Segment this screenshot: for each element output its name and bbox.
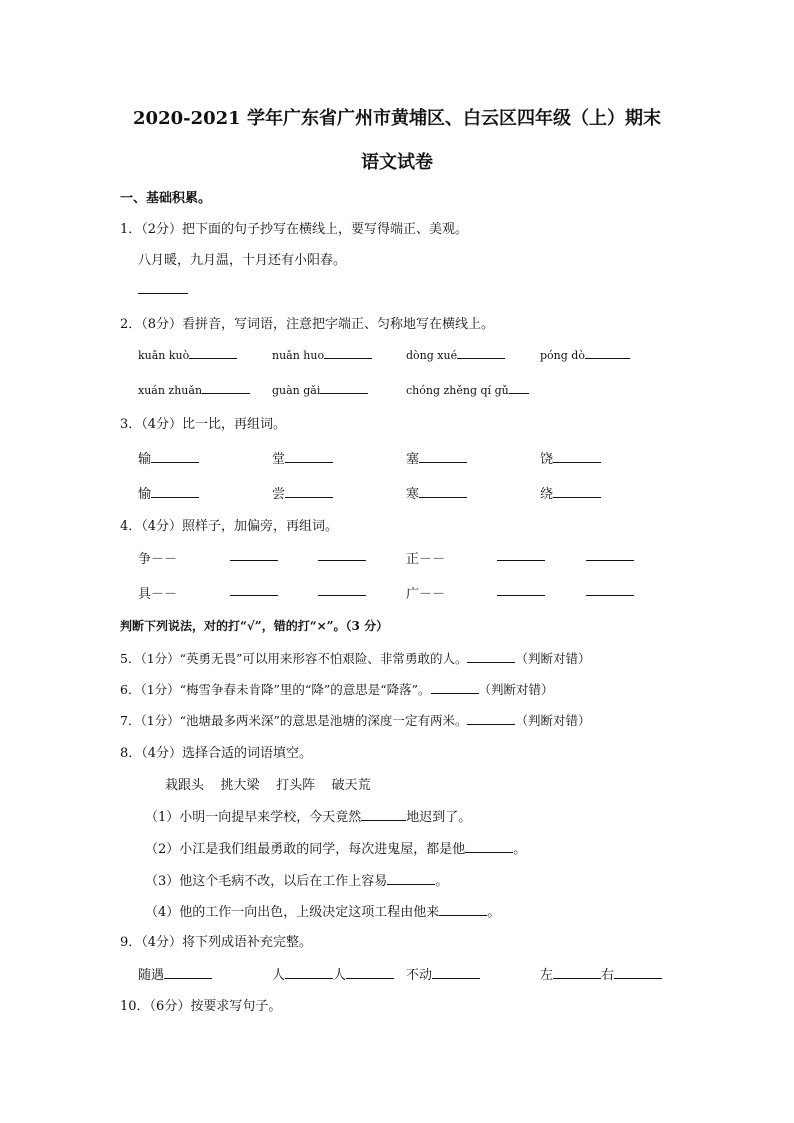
option: 挑大梁 [220,778,260,793]
answer-blank[interactable] [439,903,487,916]
q3-item: 寒 [406,483,467,502]
page-subtitle: 语文试卷 [361,152,433,173]
q2-stem: 2．（8分）看拼音，写词语，注意把字端正、匀称地写在横线上。 [120,317,495,332]
answer-blank[interactable] [320,381,368,394]
answer-blank[interactable] [324,346,372,359]
q9-item: 不动 [406,964,480,983]
answer-blank[interactable] [431,681,479,694]
answer-blank[interactable] [614,966,662,979]
answer-blank[interactable] [585,346,630,359]
answer-blank[interactable] [318,548,366,565]
answer-blank[interactable] [586,548,634,565]
q9-stem: 9．（4分）将下列成语补充完整。 [120,935,313,950]
q5: 5．（1分）“英勇无畏”可以用来形容不怕艰险、非常勇敢的人。 （判断对错） [120,651,591,666]
q2-item: xuán zhuǎn [138,381,250,397]
answer-blank[interactable] [465,840,513,853]
q8-options [165,774,371,793]
answer-blank[interactable] [318,583,366,600]
answer-blank[interactable] [553,485,601,498]
q8-sentence-3: （3）他这个毛病不改，以后在工作上容易 。 [145,874,449,889]
q3-item: 饶 [540,448,601,467]
option: 栽跟头 [165,778,205,793]
answer-blank[interactable] [497,548,545,565]
q4-prefix: 争－－ [138,552,178,567]
q8-sentence-4: （4）他的工作一向出色，上级决定这项工程由他来 。 [145,905,501,920]
answer-blank[interactable] [457,346,505,359]
q2-item: guàn gǎi [272,381,368,397]
q2-item: póng dò [540,346,630,362]
q6: 6．（1分）“梅雪争春未肯降”里的“降”的意思是“降落”。 （判断对错） [120,682,554,697]
q3-item: 塞 [406,448,467,467]
q1-answer-line[interactable] [138,281,188,298]
page-title: 2020-2021 学年广东省广州市黄埔区、白云区四年级（上）期末 [133,108,661,129]
q8-stem: 8．（4分）选择合适的词语填空。 [120,746,313,761]
answer-blank[interactable] [467,650,515,663]
answer-blank[interactable] [467,712,515,725]
q8-sentence-1: （1）小明一向提早来学校，今天竟然 地迟到了。 [145,810,472,825]
q4-prefix: 广－－ [406,587,446,602]
q3-item: 堂 [272,448,333,467]
answer-blank[interactable] [553,450,601,463]
answer-blank[interactable] [419,450,467,463]
answer-blank[interactable] [230,548,278,565]
q7: 7．（1分）“池塘最多两米深”的意思是池塘的深度一定有两米。 （判断对错） [120,713,591,728]
q3-item: 输 [138,448,199,467]
q3-stem: 3．（4分）比一比，再组词。 [120,417,287,432]
answer-blank[interactable] [361,808,406,821]
option: 破天荒 [331,778,371,793]
answer-blank[interactable] [346,966,394,979]
q3-item: 绕 [540,483,601,502]
answer-blank[interactable] [230,583,278,600]
answer-blank[interactable] [285,966,333,979]
q3-item: 尝 [272,483,333,502]
answer-blank[interactable] [151,485,199,498]
q10-stem: 10．（6分）按要求写句子。 [120,999,282,1014]
answer-blank[interactable] [553,966,601,979]
answer-blank[interactable] [285,450,333,463]
answer-blank[interactable] [164,966,212,979]
q1-sentence: 八月暖，九月温，十月还有小阳春。 [138,253,347,268]
q2-item: dòng xué [406,346,505,362]
q9-item: 随遇 [138,964,212,983]
q1-stem: 1．（2分）把下面的句子抄写在横线上，要写得端正、美观。 [120,222,469,237]
q2-item: kuǎn kuò [138,346,237,362]
answer-blank[interactable] [509,381,529,394]
answer-blank[interactable] [419,485,467,498]
q8-sentence-2: （2）小江是我们组最勇敢的同学，每次进鬼屋，都是他 。 [145,842,527,857]
q3-item: 愉 [138,483,199,502]
q9-item: 人 人 [272,964,394,983]
q2-item: chóng zhěng qí gǔ [406,381,529,397]
q4-prefix: 具－－ [138,587,178,602]
option: 打头阵 [276,778,316,793]
answer-blank[interactable] [151,450,199,463]
section-heading: 一、基础积累。 [120,191,212,206]
q2-item: nuǎn huo [272,346,372,362]
answer-blank[interactable] [586,583,634,600]
answer-blank[interactable] [285,485,333,498]
answer-blank[interactable] [189,346,237,359]
q4-stem: 4．（4分）照样子，加偏旁，再组词。 [120,519,339,534]
answer-blank[interactable] [387,872,435,885]
answer-blank[interactable] [497,583,545,600]
q4-prefix: 正－－ [406,552,446,567]
judge-heading: 判断下列说法，对的打“√”，错的打“×”。（3 分） [120,619,389,633]
answer-blank[interactable] [202,381,250,394]
q9-item: 左 右 [540,964,662,983]
answer-blank[interactable] [432,966,480,979]
